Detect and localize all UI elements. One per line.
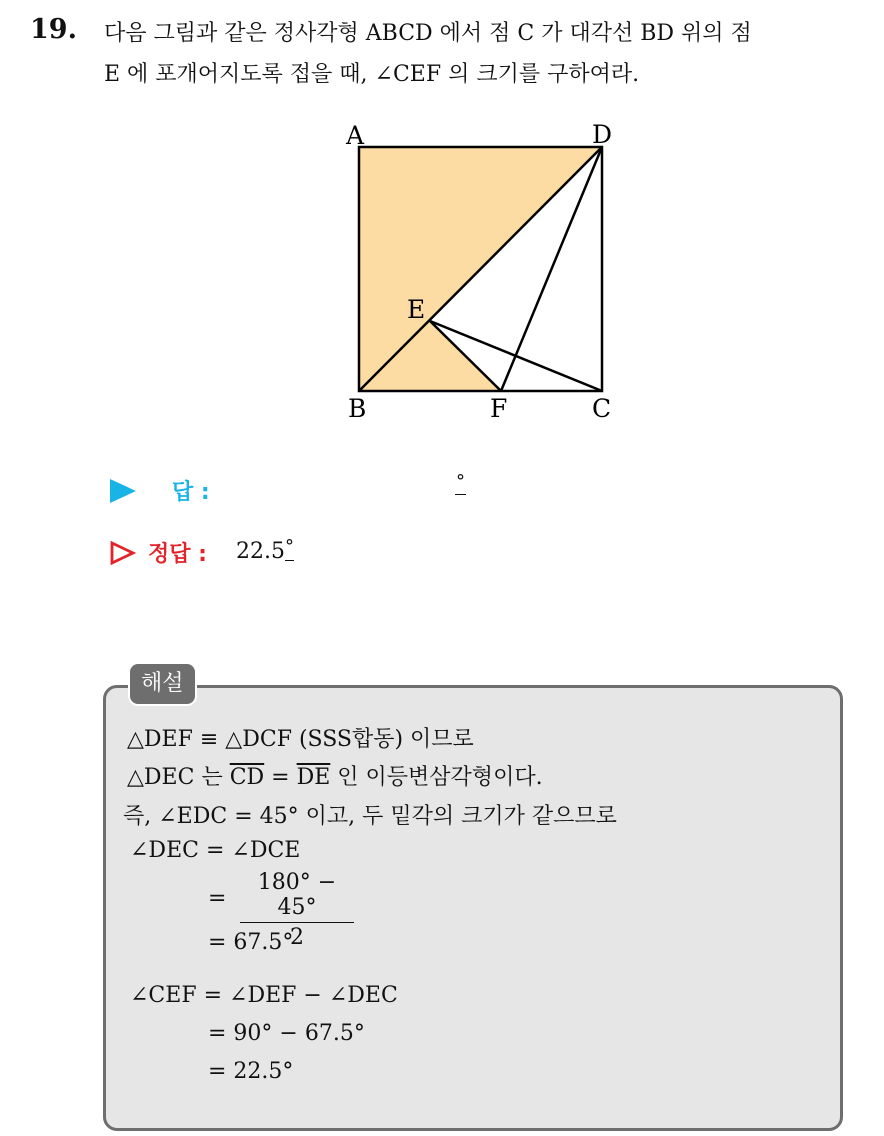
answer-label: 답 :	[172, 480, 210, 505]
segment-de-overline: $\overline{DE}$	[296, 765, 331, 790]
square-figure	[330, 110, 630, 430]
question-text-line-1: 다음 그림과 같은 정사각형 ABCD 에서 점 C 가 대각선 BD 위의 점	[104, 21, 752, 46]
solution-line-1: △DEF ≡ △DCF (SSS합동) 이므로	[127, 727, 474, 752]
solution-tag: 해설	[128, 662, 197, 706]
question-text-line-2: E 에 포개어지도록 접을 때, ∠CEF 의 크기를 구하여라.	[104, 62, 640, 87]
filled-triangle-arrow-icon	[110, 479, 136, 503]
correct-answer-value	[236, 536, 294, 564]
point-label-c: C	[592, 394, 612, 423]
segment-cd-overline: $\overline{CD}$	[229, 765, 265, 790]
answer-row	[110, 471, 510, 509]
solution-line-9: = 22.5°	[208, 1059, 294, 1084]
solution-fraction-equals: =	[208, 886, 227, 911]
point-label-a: A	[346, 121, 365, 150]
solution-line-2-start: △DEC 는	[127, 765, 230, 790]
solution-line-6: = 67.5°	[208, 930, 294, 955]
fraction-denominator: 2	[290, 925, 304, 950]
question-number: 19.	[30, 14, 77, 45]
solution-line-4: ∠DEC = ∠DCE	[130, 838, 301, 863]
solution-line-8: = 90° − 67.5°	[208, 1021, 365, 1046]
solution-line-2-end: 인 이등변삼각형이다.	[330, 765, 543, 790]
solution-line-3: 즉, ∠EDC = 45° 이고, 두 밑각의 크기가 같으므로	[123, 804, 617, 829]
correct-answer-number: 22.5	[236, 539, 285, 564]
answer-unit[interactable]: °	[455, 473, 466, 495]
correct-answer-row	[110, 537, 510, 571]
correct-answer-label: 정답 :	[148, 542, 207, 567]
point-label-e: E	[407, 295, 426, 324]
fraction-numerator: 180° − 45°	[240, 870, 354, 923]
outline-triangle-arrow-icon	[110, 541, 136, 565]
correct-answer-unit: °	[285, 536, 294, 561]
point-label-b: B	[348, 394, 367, 423]
solution-line-2	[127, 760, 543, 791]
point-label-f: F	[490, 394, 508, 423]
solution-line-7: ∠CEF = ∠DEF − ∠DEC	[130, 983, 398, 1008]
solution-line-2-equals: =	[264, 765, 297, 790]
point-label-d: D	[592, 120, 613, 149]
